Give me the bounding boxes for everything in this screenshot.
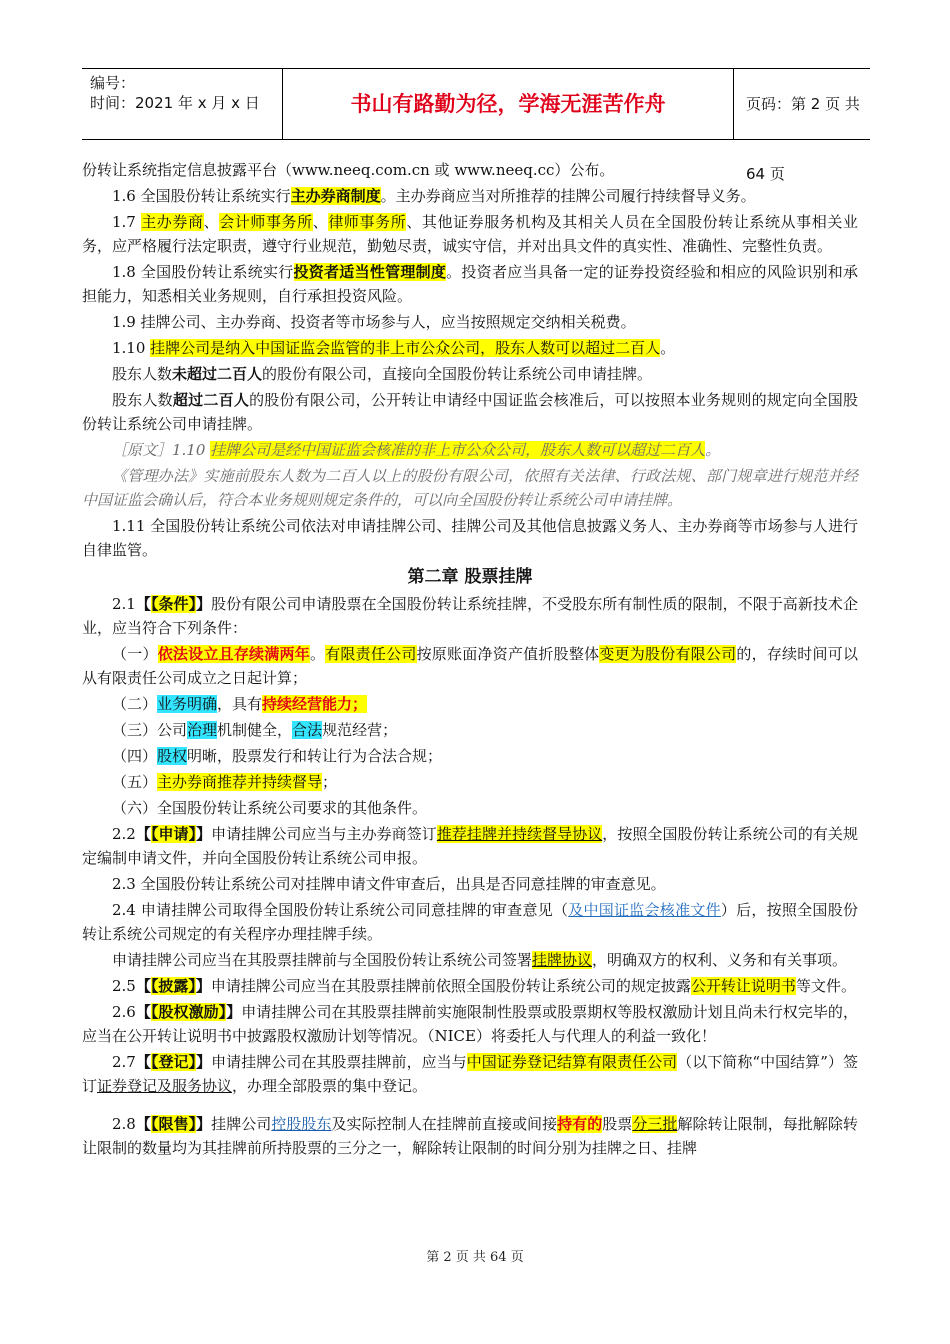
revision-link[interactable]: 及中国证监会核准文件 [568, 901, 721, 919]
paragraph [82, 948, 858, 972]
highlight: 依法设立且 [157, 645, 234, 663]
paragraph: 2.3 全国股份转让系统公司对挂牌申请文件审查后，出具是否同意挂牌的审查意见。 [112, 875, 666, 893]
text-run: 2.7 [112, 1053, 136, 1071]
text-run: （三）公司 [112, 721, 188, 739]
cyan-highlight: 股权 [157, 747, 188, 765]
highlight: 挂牌公司是纳入中国证监会监管的非上市公众公司，股东人数可以超过二百人 [150, 339, 661, 357]
text-run: 2.1 [112, 595, 136, 613]
document-body [82, 158, 858, 1162]
paragraph: 1.11 全国股份转让系统公司依法对申请挂牌公司、挂牌公司及其他信息披露义务人、主办券商等市场参与人进行自律监管。 [82, 517, 858, 559]
text-run: 解除转让限制，每批解除转让限制的数量均为其挂牌前所持股票的三分之一，解除转让限制的时间分别为挂牌之日、挂牌 [82, 1115, 858, 1157]
text-run: 规范经营； [322, 721, 398, 739]
header-left-cell [82, 69, 282, 139]
highlight: 挂牌公司是经中国证监会核准的非上市公众公司，股东人数可以超过二百人 [210, 441, 706, 459]
underlined-link[interactable]: 控股股东 [271, 1115, 332, 1133]
text-run: ，按照全国股份转让系统公司的有关规定编制申请文件，并向全国股份转让系统公司申报。 [82, 825, 858, 867]
paragraph [82, 388, 858, 436]
tag-highlight: 【申请】 [150, 825, 197, 843]
text-run: 申请挂牌公司在其股票挂牌前实施限制性股票或股票期权等股权激励计划且尚未行权完毕的，应当在公开转让说明书中披露股权激励计划等情况。（NICE）将委托人与代理人的利益一致化！ [82, 1003, 858, 1045]
bracket-tag: 【【披露】】 [135, 977, 211, 995]
text-run: 2.8 [112, 1115, 136, 1133]
header-motto: 书山有路勤为径，学海无涯苦作舟 [282, 69, 734, 139]
cyan-highlight: 业务明确 [157, 695, 218, 713]
text-run: 等文件。 [795, 977, 856, 995]
cyan-highlight: 治理 [187, 721, 218, 739]
text-run: 。 [705, 441, 721, 459]
chapter-heading: 第二章 股票挂牌 [407, 567, 533, 587]
text-run: 股份有限公司申请股票在全国股份转让系统挂牌，不受股东所有制性质的限制，不限于高新技术企业，应当符合下列条件： [82, 595, 858, 637]
paragraph: （六）全国股份转让系统公司要求的其他条件。 [112, 799, 428, 817]
paragraph [82, 184, 858, 208]
paragraph [82, 336, 858, 360]
paragraph [82, 1000, 858, 1048]
tag-highlight: 【披露】 [150, 977, 196, 995]
text-run: 的，存续时间可以从有限责任公司成立之日起计算； [82, 645, 858, 687]
highlight: 中国证券登记结算有限责任公司 [466, 1053, 678, 1071]
paragraph [82, 770, 858, 794]
tag-highlight: 【限售】 [150, 1115, 197, 1133]
original-text-paragraph: 《管理办法》实施前股东人数为二百人以上的股份有限公司，依照有关法律、行政法规、部门规章进行规范并经中国证监会确认后，符合本业务规则规定条件的，可以向全国股份转让系统公司申请挂牌。 [82, 467, 858, 509]
text-run: 股东人数 [112, 391, 173, 409]
paragraph [82, 692, 858, 716]
text-run: 2.4 申请挂牌公司取得全国股份转让系统公司同意挂牌的审查意见（ [112, 901, 569, 919]
text-run: ，办理全部股票的集中登记。 [232, 1077, 428, 1095]
paragraph [82, 974, 858, 998]
text-run: 。主办券商应当对所推荐的挂牌公司履行持续督导义务。 [380, 187, 756, 205]
paragraph [82, 642, 858, 690]
text-run: （四） [112, 747, 158, 765]
text-run: 2.5 [112, 977, 136, 995]
highlight: 公开转让说明书 [690, 977, 796, 995]
original-text-paragraph [82, 438, 858, 462]
paragraph [82, 1050, 858, 1098]
paragraph [82, 362, 858, 386]
tag-highlight: 【登记】 [150, 1053, 197, 1071]
text-run: 、 [312, 213, 329, 231]
text-run: 的股份有限公司，直接向全国股份转让系统公司申请挂牌。 [262, 365, 653, 383]
underlined-text: 证券登记及服务协议 [97, 1077, 233, 1095]
highlight: 律师事务所 [328, 213, 407, 231]
bracket-tag: 【【股权激励】】 [135, 1003, 242, 1021]
text-run: 、其他证券服务机构及其相关人员在全国股份转让系统从事相关业务，应严格履行法定职责，遵守行业规范，勤勉尽责，诚实守信，并对出具文件的真实性、准确性、完整性负责。 [82, 213, 858, 255]
bold-text: 未超过二百人 [172, 365, 263, 383]
highlight: 会计师事务所 [219, 213, 313, 231]
text-run: 股票 [602, 1115, 633, 1133]
highlight: 有限责任公司 [325, 645, 417, 663]
highlight: 存续满两年 [233, 645, 310, 663]
text-run: （二） [112, 695, 158, 713]
paragraph [82, 260, 858, 308]
text-run: 1.6 全国股份转让系统实行 [112, 187, 291, 205]
highlight: 投资者适当性管理制度 [293, 263, 447, 281]
paragraph [82, 592, 858, 640]
text-run: 2.6 [112, 1003, 136, 1021]
text-run: 明晰，股票发行和转让行为合法合规； [187, 747, 443, 765]
highlight: 推荐挂牌并持续督导协议 [436, 825, 603, 843]
text-run: 申请挂牌公司在其股票挂牌前，应当与 [211, 1053, 467, 1071]
bracket-tag: 【【条件】】 [135, 595, 212, 613]
highlight: 主办券商制度 [290, 187, 381, 205]
paragraph [82, 1112, 858, 1160]
highlight: 挂牌协议 [532, 951, 593, 969]
text-run: ，明确双方的权利、义务和有关事项。 [592, 951, 848, 969]
text-run: ； [322, 773, 338, 791]
text-run: 。 [309, 645, 326, 663]
text-run: 1.10 [112, 339, 151, 357]
bracket-tag: 【【登记】】 [135, 1053, 212, 1071]
text-run: 的股份有限公司，公开转让申请经中国证监会核准后，可以按照本业务规则的规定向全国股份转让系统公司申请挂牌。 [82, 391, 858, 433]
text-run: 、 [203, 213, 220, 231]
text-run: 申请挂牌公司应当在其股票挂牌前与全国股份转让系统公司签署 [112, 951, 533, 969]
paragraph: 1.9 挂牌公司、主办券商、投资者等市场参与人，应当按照规定交纳相关税费。 [112, 313, 636, 331]
text-run: ［原文］1.10 [112, 441, 211, 459]
text-run: （一） [112, 645, 158, 663]
text-run: 。 [660, 339, 676, 357]
paragraph [82, 822, 858, 870]
text-run: （以下简称“中国结算”）签订 [82, 1053, 858, 1095]
paragraph [82, 718, 858, 742]
highlight: 分三批 [632, 1115, 678, 1133]
paragraph: 份转让系统指定信息披露平台（www.neeq.com.cn 或 www.neeq.cc）公布。 [82, 161, 615, 179]
text-run: （五） [112, 773, 158, 791]
highlight: 持续经营能力； [262, 695, 368, 713]
text-run: 按原账面净资产值折股整体 [416, 645, 600, 663]
cyan-highlight: 合法 [292, 721, 323, 739]
paragraph [82, 898, 858, 946]
highlight: 主办券商 [141, 213, 204, 231]
document-number-label: 编号： [90, 74, 136, 92]
text-run: 及实际控制人在挂牌前直接或间接 [331, 1115, 558, 1133]
tag-highlight: 【条件】 [150, 595, 197, 613]
text-run: 机制健全， [217, 721, 293, 739]
page-footer: 第 2 页 共 64 页 [426, 1250, 524, 1265]
bracket-tag: 【【申请】】 [135, 825, 212, 843]
text-run: 挂牌公司 [211, 1115, 272, 1133]
text-run: ）后，按照全国股份转让系统公司规定的有关程序办理挂牌手续。 [82, 901, 858, 943]
text-run: 股东人数 [112, 365, 173, 383]
highlight: 变更为股份有限公司 [599, 645, 737, 663]
text-run: 申请挂牌公司应当在其股票挂牌前依照全国股份转让系统公司的规定披露 [210, 977, 691, 995]
paragraph [82, 210, 858, 258]
text-run: 2.2 [112, 825, 136, 843]
bracket-tag: 【【限售】】 [135, 1115, 212, 1133]
tag-highlight: 【股权激励】 [150, 1003, 227, 1021]
paragraph [82, 744, 858, 768]
text-run: ，具有 [217, 695, 263, 713]
highlight: 主办券商推荐并持续督导 [157, 773, 323, 791]
text-run: 。投资者应当具备一定的证券投资经验和相应的风险识别和承担能力，知悉相关业务规则，自行承担投资风险。 [82, 263, 858, 305]
text-run: 申请挂牌公司应当与主办券商签订 [211, 825, 437, 843]
document-time-label: 时间：2021 年 x 月 x 日 [90, 94, 260, 112]
text-run: 1.8 全国股份转让系统实行 [112, 263, 294, 281]
text-run: 1.7 [112, 213, 142, 231]
header-page-label: 页码：第 2 页 共 64 页 [746, 95, 860, 183]
highlight: 持有的 [557, 1115, 603, 1133]
bold-text: 超过二百人 [172, 391, 250, 409]
